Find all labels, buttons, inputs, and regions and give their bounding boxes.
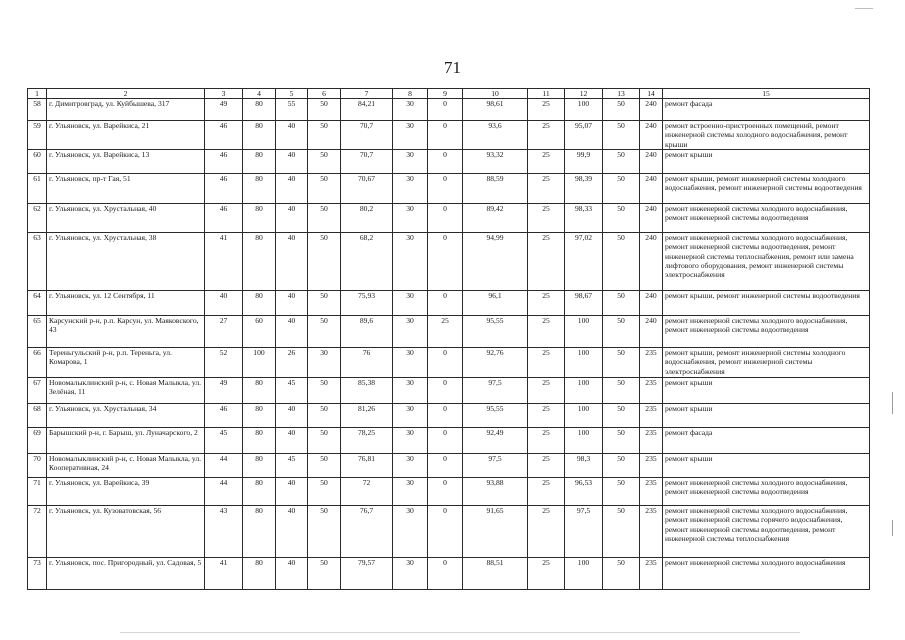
table-row — [28, 204, 870, 233]
row-number-cell: 59 — [28, 121, 47, 150]
table-row — [28, 428, 870, 454]
value-cell: 240 — [640, 291, 663, 316]
address-cell: г. Ульяновск, ул. Варейкиса, 13 — [47, 150, 205, 174]
value-cell: 95,55 — [463, 316, 528, 348]
value-cell: 235 — [640, 478, 663, 506]
value-cell: 80 — [243, 428, 276, 454]
value-cell: 25 — [528, 99, 565, 121]
value-cell: 25 — [528, 558, 565, 590]
value-cell: 30 — [393, 506, 428, 558]
address-cell: г. Ульяновск, пр-т Гая, 51 — [47, 174, 205, 204]
value-cell: 30 — [393, 204, 428, 233]
value-cell: 46 — [205, 150, 243, 174]
value-cell: 98,39 — [565, 174, 603, 204]
value-cell: 100 — [565, 428, 603, 454]
value-cell: 50 — [308, 404, 341, 428]
value-cell: 80 — [243, 558, 276, 590]
value-cell: 240 — [640, 121, 663, 150]
value-cell: 25 — [528, 478, 565, 506]
column-header-9: 9 — [428, 89, 463, 99]
value-cell: 100 — [565, 404, 603, 428]
value-cell: 0 — [428, 348, 463, 378]
scan-mark — [892, 392, 893, 414]
value-cell: 60 — [243, 316, 276, 348]
value-cell: 240 — [640, 233, 663, 291]
value-cell: 40 — [276, 428, 308, 454]
value-cell: 25 — [528, 204, 565, 233]
value-cell: 235 — [640, 506, 663, 558]
value-cell: 25 — [528, 121, 565, 150]
value-cell: 95,07 — [565, 121, 603, 150]
value-cell: 0 — [428, 121, 463, 150]
column-header-12: 12 — [565, 89, 603, 99]
value-cell: 30 — [393, 404, 428, 428]
column-header-13: 13 — [603, 89, 640, 99]
value-cell: 88,59 — [463, 174, 528, 204]
value-cell: 100 — [565, 558, 603, 590]
value-cell: 46 — [205, 204, 243, 233]
column-header-15: 15 — [663, 89, 870, 99]
value-cell: 50 — [308, 558, 341, 590]
value-cell: 240 — [640, 316, 663, 348]
value-cell: 97,5 — [463, 378, 528, 404]
value-cell: 235 — [640, 404, 663, 428]
value-cell: 30 — [393, 316, 428, 348]
value-cell: 44 — [205, 478, 243, 506]
value-cell: 30 — [308, 348, 341, 378]
value-cell: 30 — [393, 478, 428, 506]
value-cell: 25 — [528, 378, 565, 404]
value-cell: 92,49 — [463, 428, 528, 454]
table-row — [28, 99, 870, 121]
value-cell: 100 — [243, 348, 276, 378]
value-cell: 95,55 — [463, 404, 528, 428]
column-header-2: 2 — [47, 89, 205, 99]
address-cell: Карсунский р-н, р.п. Карсун, ул. Маяковского, 43 — [47, 316, 205, 348]
value-cell: 30 — [393, 291, 428, 316]
value-cell: 50 — [308, 454, 341, 478]
work-type-cell: ремонт крыши, ремонт инженерной системы холодного водоснабжения, ремонт инженерной системы электроснабжения — [663, 348, 870, 378]
value-cell: 30 — [393, 378, 428, 404]
work-type-cell: ремонт инженерной системы холодного водоснабжения, ремонт инженерной системы водоотведения, ремонт инженерной системы теплоснабжения, ремонт или замена лифтового оборудования, ремонт инженерной системы электроснабжения — [663, 233, 870, 291]
value-cell: 40 — [276, 121, 308, 150]
value-cell: 0 — [428, 378, 463, 404]
value-cell: 80 — [243, 378, 276, 404]
work-type-cell: ремонт инженерной системы холодного водоснабжения, ремонт инженерной системы горячего водоснабжения, ремонт инженерной системы водоотведения, ремонт инженерной системы теплоснабжения — [663, 506, 870, 558]
address-cell: г. Ульяновск, ул. Хрустальная, 40 — [47, 204, 205, 233]
value-cell: 43 — [205, 506, 243, 558]
value-cell: 50 — [308, 121, 341, 150]
value-cell: 50 — [603, 204, 640, 233]
value-cell: 70,7 — [341, 121, 393, 150]
address-cell: г. Ульяновск, ул. Хрустальная, 38 — [47, 233, 205, 291]
value-cell: 46 — [205, 404, 243, 428]
value-cell: 80 — [243, 150, 276, 174]
work-type-cell: ремонт фасада — [663, 428, 870, 454]
value-cell: 40 — [276, 478, 308, 506]
value-cell: 30 — [393, 348, 428, 378]
value-cell: 46 — [205, 121, 243, 150]
value-cell: 30 — [393, 233, 428, 291]
value-cell: 50 — [308, 174, 341, 204]
row-number-cell: 61 — [28, 174, 47, 204]
work-type-cell: ремонт инженерной системы холодного водоснабжения, ремонт инженерной системы водоотведения — [663, 478, 870, 506]
value-cell: 80 — [243, 174, 276, 204]
value-cell: 100 — [565, 99, 603, 121]
value-cell: 30 — [393, 558, 428, 590]
value-cell: 88,51 — [463, 558, 528, 590]
value-cell: 45 — [276, 378, 308, 404]
value-cell: 94,99 — [463, 233, 528, 291]
value-cell: 25 — [528, 454, 565, 478]
value-cell: 50 — [603, 404, 640, 428]
value-cell: 98,33 — [565, 204, 603, 233]
value-cell: 98,61 — [463, 99, 528, 121]
value-cell: 78,25 — [341, 428, 393, 454]
value-cell: 50 — [308, 204, 341, 233]
value-cell: 97,5 — [463, 454, 528, 478]
row-number-cell: 66 — [28, 348, 47, 378]
value-cell: 50 — [308, 233, 341, 291]
value-cell: 44 — [205, 454, 243, 478]
table-row — [28, 150, 870, 174]
value-cell: 25 — [528, 404, 565, 428]
value-cell: 25 — [528, 348, 565, 378]
value-cell: 50 — [603, 478, 640, 506]
column-header-6: 6 — [308, 89, 341, 99]
value-cell: 235 — [640, 454, 663, 478]
value-cell: 100 — [565, 378, 603, 404]
value-cell: 97,02 — [565, 233, 603, 291]
address-cell: Новомалыклинский р-н, с. Новая Малыкла, ул. Зелёная, 11 — [47, 378, 205, 404]
value-cell: 50 — [308, 428, 341, 454]
value-cell: 41 — [205, 558, 243, 590]
value-cell: 0 — [428, 506, 463, 558]
value-cell: 50 — [603, 428, 640, 454]
row-number-cell: 58 — [28, 99, 47, 121]
value-cell: 76 — [341, 348, 393, 378]
value-cell: 240 — [640, 150, 663, 174]
value-cell: 25 — [528, 174, 565, 204]
value-cell: 50 — [308, 478, 341, 506]
value-cell: 30 — [393, 150, 428, 174]
work-type-cell: ремонт крыши, ремонт инженерной системы холодного водоснабжения, ремонт инженерной системы водоотведения — [663, 174, 870, 204]
value-cell: 84,21 — [341, 99, 393, 121]
value-cell: 30 — [393, 454, 428, 478]
value-cell: 81,26 — [341, 404, 393, 428]
value-cell: 100 — [565, 316, 603, 348]
value-cell: 235 — [640, 558, 663, 590]
value-cell: 50 — [603, 558, 640, 590]
value-cell: 46 — [205, 174, 243, 204]
table-row — [28, 506, 870, 558]
value-cell: 68,2 — [341, 233, 393, 291]
value-cell: 93,6 — [463, 121, 528, 150]
value-cell: 50 — [603, 233, 640, 291]
row-number-cell: 64 — [28, 291, 47, 316]
value-cell: 40 — [276, 204, 308, 233]
work-type-cell: ремонт фасада — [663, 99, 870, 121]
value-cell: 0 — [428, 454, 463, 478]
value-cell: 80 — [243, 121, 276, 150]
value-cell: 40 — [276, 291, 308, 316]
column-header-8: 8 — [393, 89, 428, 99]
value-cell: 235 — [640, 378, 663, 404]
work-type-cell: ремонт крыши — [663, 404, 870, 428]
value-cell: 0 — [428, 99, 463, 121]
value-cell: 50 — [603, 316, 640, 348]
scan-mark — [120, 632, 800, 633]
address-cell: г. Ульяновск, пос. Пригородный, ул. Садовая, 5 — [47, 558, 205, 590]
value-cell: 40 — [276, 558, 308, 590]
value-cell: 40 — [276, 404, 308, 428]
row-number-cell: 69 — [28, 428, 47, 454]
value-cell: 40 — [276, 316, 308, 348]
value-cell: 25 — [528, 506, 565, 558]
row-number-cell: 70 — [28, 454, 47, 478]
value-cell: 27 — [205, 316, 243, 348]
table-row — [28, 404, 870, 428]
address-cell: г. Ульяновск, ул. Кузоватовская, 56 — [47, 506, 205, 558]
value-cell: 79,57 — [341, 558, 393, 590]
table-row — [28, 454, 870, 478]
address-cell: г. Ульяновск, ул. Хрустальная, 34 — [47, 404, 205, 428]
value-cell: 25 — [528, 150, 565, 174]
value-cell: 50 — [603, 174, 640, 204]
value-cell: 50 — [603, 150, 640, 174]
value-cell: 25 — [528, 428, 565, 454]
value-cell: 49 — [205, 378, 243, 404]
value-cell: 50 — [603, 121, 640, 150]
row-number-cell: 63 — [28, 233, 47, 291]
value-cell: 0 — [428, 428, 463, 454]
value-cell: 0 — [428, 233, 463, 291]
address-cell: Новомалыклинский р-н, с. Новая Малыкла, ул. Кооперативная, 24 — [47, 454, 205, 478]
row-number-cell: 72 — [28, 506, 47, 558]
value-cell: 80 — [243, 291, 276, 316]
value-cell: 50 — [603, 291, 640, 316]
value-cell: 50 — [308, 316, 341, 348]
work-type-cell: ремонт инженерной системы холодного водоснабжения, ремонт инженерной системы водоотведения — [663, 316, 870, 348]
value-cell: 40 — [276, 150, 308, 174]
value-cell: 80 — [243, 233, 276, 291]
row-number-cell: 67 — [28, 378, 47, 404]
address-cell: Тереньгульский р-н, р.п. Тереньга, ул. Комарова, 1 — [47, 348, 205, 378]
row-number-cell: 73 — [28, 558, 47, 590]
table-row — [28, 174, 870, 204]
value-cell: 93,88 — [463, 478, 528, 506]
value-cell: 26 — [276, 348, 308, 378]
value-cell: 76,7 — [341, 506, 393, 558]
work-type-cell: ремонт инженерной системы холодного водоснабжения — [663, 558, 870, 590]
value-cell: 45 — [276, 454, 308, 478]
work-type-cell: ремонт крыши — [663, 454, 870, 478]
row-number-cell: 68 — [28, 404, 47, 428]
value-cell: 76,81 — [341, 454, 393, 478]
value-cell: 50 — [308, 150, 341, 174]
value-cell: 89,6 — [341, 316, 393, 348]
value-cell: 0 — [428, 204, 463, 233]
value-cell: 80,2 — [341, 204, 393, 233]
value-cell: 75,93 — [341, 291, 393, 316]
value-cell: 0 — [428, 478, 463, 506]
value-cell: 50 — [603, 378, 640, 404]
value-cell: 50 — [603, 506, 640, 558]
column-header-14: 14 — [640, 89, 663, 99]
value-cell: 80 — [243, 506, 276, 558]
value-cell: 30 — [393, 99, 428, 121]
address-cell: Барышский р-н, г. Барыш, ул. Луначарского, 2 — [47, 428, 205, 454]
address-cell: г. Ульяновск, ул. 12 Сентября, 11 — [47, 291, 205, 316]
value-cell: 72 — [341, 478, 393, 506]
column-header-5: 5 — [276, 89, 308, 99]
value-cell: 93,32 — [463, 150, 528, 174]
row-number-cell: 60 — [28, 150, 47, 174]
row-number-cell: 65 — [28, 316, 47, 348]
value-cell: 25 — [528, 233, 565, 291]
value-cell: 25 — [428, 316, 463, 348]
value-cell: 50 — [603, 454, 640, 478]
value-cell: 52 — [205, 348, 243, 378]
value-cell: 0 — [428, 404, 463, 428]
row-number-cell: 71 — [28, 478, 47, 506]
address-cell: г. Димитровград, ул. Куйбышева, 317 — [47, 99, 205, 121]
value-cell: 40 — [276, 174, 308, 204]
column-header-10: 10 — [463, 89, 528, 99]
value-cell: 70,7 — [341, 150, 393, 174]
table-row — [28, 233, 870, 291]
work-type-cell: ремонт крыши, ремонт инженерной системы водоотведения — [663, 291, 870, 316]
table-row — [28, 316, 870, 348]
value-cell: 80 — [243, 204, 276, 233]
value-cell: 25 — [528, 316, 565, 348]
column-header-1: 1 — [28, 89, 47, 99]
page-number: 71 — [444, 58, 461, 77]
value-cell: 235 — [640, 428, 663, 454]
value-cell: 50 — [308, 378, 341, 404]
table-row — [28, 478, 870, 506]
value-cell: 30 — [393, 121, 428, 150]
value-cell: 49 — [205, 99, 243, 121]
value-cell: 80 — [243, 454, 276, 478]
column-number-row — [28, 89, 870, 99]
value-cell: 40 — [205, 291, 243, 316]
work-type-cell: ремонт встроенно-пристроенных помещений, ремонт инженерной системы холодного водоснабжения, ремонт крыши — [663, 121, 870, 150]
value-cell: 0 — [428, 150, 463, 174]
value-cell: 100 — [565, 348, 603, 378]
work-type-cell: ремонт инженерной системы холодного водоснабжения, ремонт инженерной системы водоотведения — [663, 204, 870, 233]
table-row — [28, 558, 870, 590]
value-cell: 99,9 — [565, 150, 603, 174]
value-cell: 80 — [243, 478, 276, 506]
address-cell: г. Ульяновск, ул. Варейкиса, 21 — [47, 121, 205, 150]
value-cell: 40 — [276, 233, 308, 291]
value-cell: 70,67 — [341, 174, 393, 204]
value-cell: 85,38 — [341, 378, 393, 404]
scan-mark — [855, 8, 873, 9]
table-row — [28, 378, 870, 404]
value-cell: 96,1 — [463, 291, 528, 316]
value-cell: 240 — [640, 204, 663, 233]
value-cell: 240 — [640, 99, 663, 121]
value-cell: 25 — [528, 291, 565, 316]
value-cell: 41 — [205, 233, 243, 291]
column-header-4: 4 — [243, 89, 276, 99]
value-cell: 45 — [205, 428, 243, 454]
row-number-cell: 62 — [28, 204, 47, 233]
value-cell: 98,67 — [565, 291, 603, 316]
value-cell: 97,5 — [565, 506, 603, 558]
value-cell: 91,65 — [463, 506, 528, 558]
column-header-3: 3 — [205, 89, 243, 99]
value-cell: 0 — [428, 291, 463, 316]
value-cell: 92,76 — [463, 348, 528, 378]
value-cell: 98,3 — [565, 454, 603, 478]
value-cell: 50 — [308, 506, 341, 558]
value-cell: 240 — [640, 174, 663, 204]
column-header-7: 7 — [341, 89, 393, 99]
value-cell: 0 — [428, 558, 463, 590]
value-cell: 0 — [428, 174, 463, 204]
scan-mark — [892, 520, 893, 536]
table-row — [28, 291, 870, 316]
work-type-cell: ремонт крыши — [663, 150, 870, 174]
value-cell: 30 — [393, 428, 428, 454]
table-row — [28, 348, 870, 378]
value-cell: 235 — [640, 348, 663, 378]
address-cell: г. Ульяновск, ул. Варейкиса, 39 — [47, 478, 205, 506]
value-cell: 89,42 — [463, 204, 528, 233]
work-type-cell: ремонт крыши — [663, 378, 870, 404]
value-cell: 50 — [603, 348, 640, 378]
value-cell: 50 — [308, 291, 341, 316]
value-cell: 55 — [276, 99, 308, 121]
value-cell: 40 — [276, 506, 308, 558]
value-cell: 30 — [393, 174, 428, 204]
value-cell: 80 — [243, 99, 276, 121]
column-header-11: 11 — [528, 89, 565, 99]
data-table — [27, 88, 870, 590]
table-row — [28, 121, 870, 150]
value-cell: 80 — [243, 404, 276, 428]
value-cell: 96,53 — [565, 478, 603, 506]
value-cell: 50 — [308, 99, 341, 121]
value-cell: 50 — [603, 99, 640, 121]
